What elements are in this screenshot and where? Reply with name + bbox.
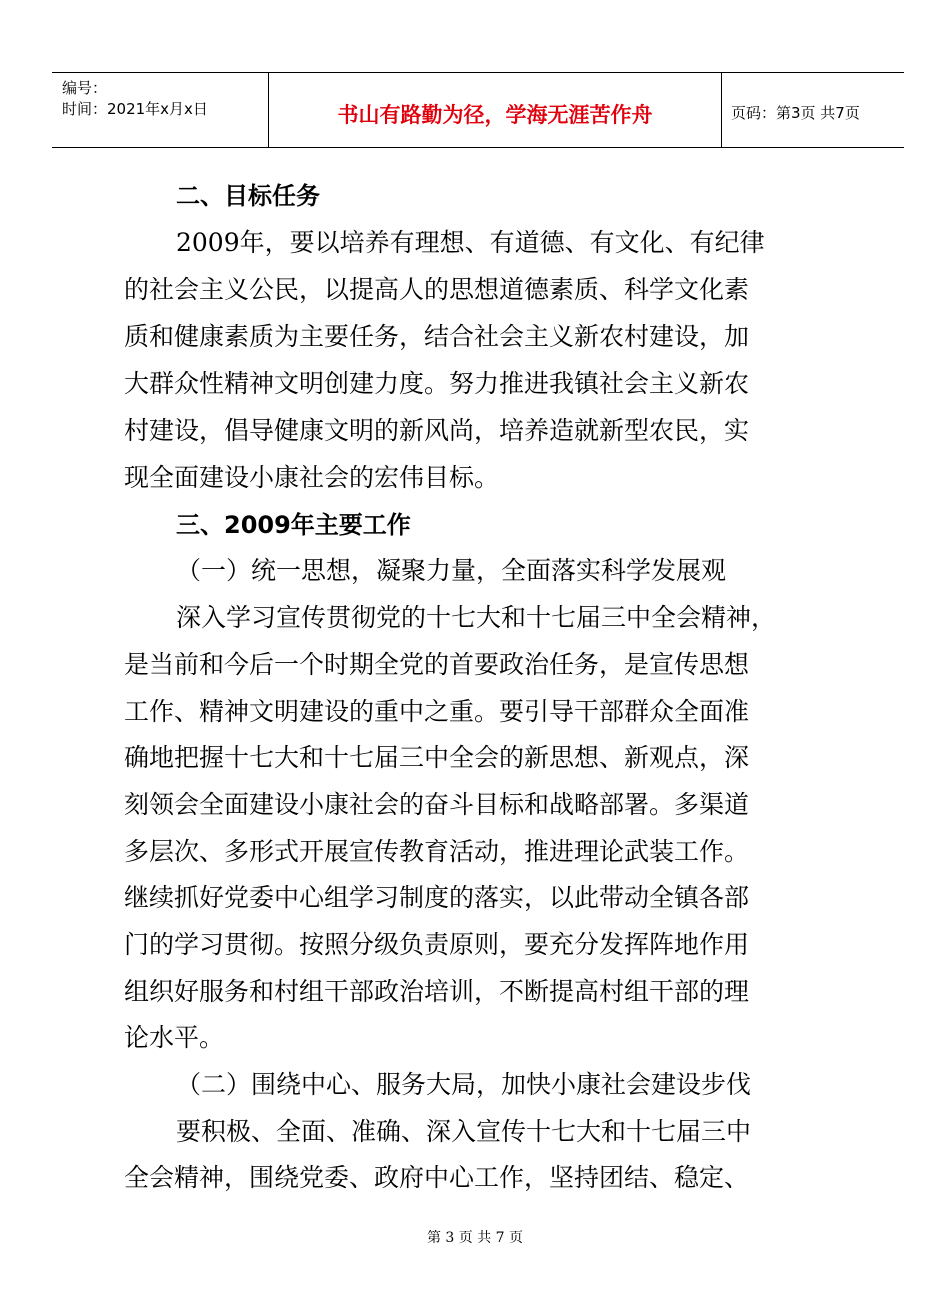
- body-line: 工作、精神文明建设的重中之重。要引导干部群众全面准: [124, 697, 750, 726]
- subsection-heading-2: （二）围绕中心、服务大局，加快小康社会建设步伐: [176, 1070, 752, 1099]
- body-line: 现全面建设小康社会的宏伟目标。: [124, 463, 500, 492]
- header-motto: 书山有路勤为径，学海无涯苦作舟: [337, 103, 653, 127]
- body-line: 要积极、全面、准确、深入宣传十七大和十七届三中: [176, 1117, 752, 1146]
- document-number-label: 编号：: [62, 79, 108, 97]
- body-line: 质和健康素质为主要任务，结合社会主义新农村建设，加: [124, 322, 750, 351]
- section-heading-goals: 二、目标任务: [176, 182, 320, 210]
- body-line: 的社会主义公民，以提高人的思想道德素质、科学文化素: [124, 275, 750, 304]
- body-line: 门的学习贯彻。按照分级负责原则，要充分发挥阵地作用: [124, 930, 750, 959]
- body-line: 论水平。: [124, 1023, 225, 1052]
- header-page-code: 页码：第3页 共7页: [731, 104, 860, 122]
- body-line: 深入学习宣传贯彻党的十七大和十七届三中全会精神，: [176, 603, 777, 632]
- body-line: 确地把握十七大和十七届三中全会的新思想、新观点，深: [124, 743, 750, 772]
- body-line: 全会精神，围绕党委、政府中心工作，坚持团结、稳定、: [124, 1163, 750, 1192]
- body-line: 大群众性精神文明创建力度。努力推进我镇社会主义新农: [124, 369, 750, 398]
- body-line: 多层次、多形式开展宣传教育活动，推进理论武装工作。: [124, 837, 750, 866]
- document-time-label: 时间：2021年x月x日: [62, 100, 208, 118]
- section-heading-work: 三、2009年主要工作: [176, 511, 411, 539]
- body-line: 组织好服务和村组干部政治培训，不断提高村组干部的理: [124, 977, 750, 1006]
- body-line: 刻领会全面建设小康社会的奋斗目标和战略部署。多渠道: [124, 790, 750, 819]
- body-line: 是当前和今后一个时期全党的首要政治任务，是宣传思想: [124, 650, 750, 679]
- body-line: 村建设，倡导健康文明的新风尚，培养造就新型农民，实: [124, 416, 750, 445]
- subsection-heading-1: （一）统一思想，凝聚力量，全面落实科学发展观: [176, 556, 727, 585]
- body-line: 继续抓好党委中心组学习制度的落实，以此带动全镇各部: [124, 883, 750, 912]
- body-line: 2009年，要以培养有理想、有道德、有文化、有纪律: [176, 228, 765, 257]
- page-footer: 第 3 页 共 7 页: [426, 1230, 524, 1246]
